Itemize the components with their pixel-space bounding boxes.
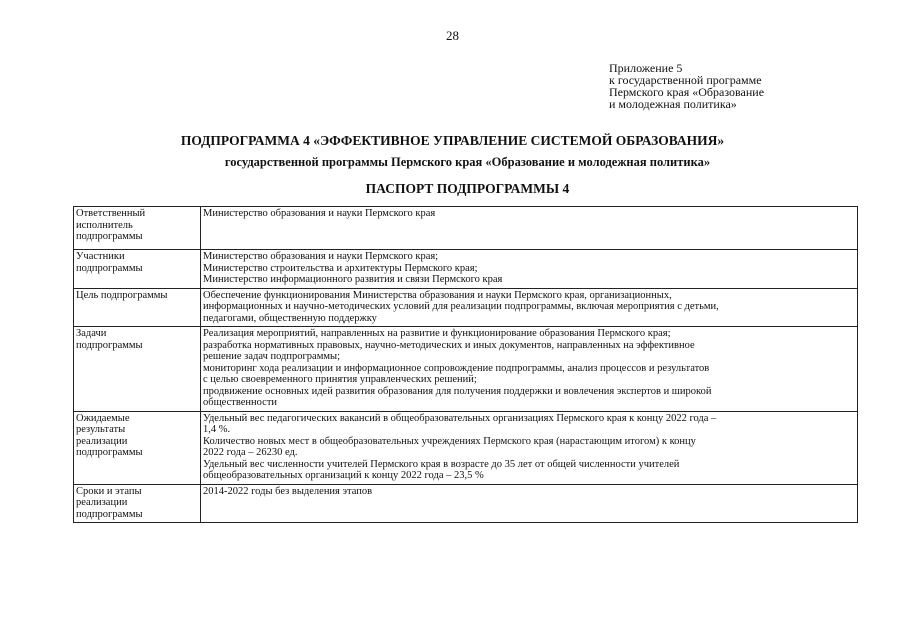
row-label: [74, 484, 201, 523]
row-value: [201, 288, 858, 327]
label-line: подпрограммы: [76, 447, 143, 458]
label-line: подпрограммы: [76, 508, 143, 520]
program-subtitle: государственной программы Пермского края «Образование и молодежная политика»: [224, 155, 711, 169]
value-line: Реализация мероприятий, направленных на развитие и функционирование образования Пермского края;: [203, 328, 671, 339]
label-line: реализации: [76, 497, 128, 508]
value-line: Министерство образования и науки Пермского края;: [203, 251, 439, 262]
table-row: [74, 250, 858, 289]
table-row: [74, 484, 858, 523]
value-line: Министерство строительства и архитектуры Пермского края;: [203, 262, 478, 274]
passport-heading: ПАСПОРТ ПОДПРОГРАММЫ 4: [365, 181, 570, 196]
value-line: решение задач подпрограммы;: [203, 351, 340, 362]
row-value: [201, 327, 858, 412]
value-line: общеобразовательных организаций к концу 2022 года – 23,5 %: [203, 470, 484, 481]
appendix-line: Приложение 5: [609, 61, 683, 75]
value-line: информационных и научно-методических условий для реализации подпрограммы, включая мероприятия с детьми,: [203, 301, 719, 312]
label-line: Ожидаемые: [76, 412, 130, 424]
value-line: 2022 года – 26230 ед.: [203, 447, 298, 458]
row-value: [201, 411, 858, 484]
row-label: [74, 207, 201, 250]
value-line: Обеспечение функционирования Министерства образования и науки Пермского края, организационных,: [203, 289, 672, 301]
table-row: [74, 327, 858, 412]
value-line: 2014-2022 годы без выделения этапов: [203, 485, 373, 497]
value-line: Удельный вес педагогических вакансий в общеобразовательных организациях Пермского края к концу 2022 года –: [203, 412, 717, 424]
row-label: [74, 288, 201, 327]
value-line: продвижение основных идей развития образования для получения поддержки и вовлечения экспертов и широкой: [203, 385, 712, 397]
label-line: Ответственный: [76, 208, 146, 219]
label-line: результаты: [76, 424, 126, 435]
value-line: педагогами, общественную поддержку: [203, 312, 377, 324]
value-line: Министерство информационного развития и связи Пермского края: [203, 274, 503, 285]
row-value: [201, 207, 858, 250]
value-line: мониторинг хода реализации и информационное сопровождение подпрограммы, анализ процессов и результатов: [203, 362, 710, 374]
page-number: 28: [446, 28, 459, 43]
label-line: подпрограммы: [76, 339, 143, 351]
row-label: [74, 327, 201, 412]
value-line: 1,4 %.: [203, 424, 231, 435]
appendix-note: [609, 62, 764, 110]
row-label: [74, 411, 201, 484]
appendix-line: к государственной программе: [609, 73, 762, 87]
label-line: Сроки и этапы: [76, 485, 142, 497]
table-row: [74, 207, 858, 250]
table-row: [74, 411, 858, 484]
label-line: Участники: [76, 251, 125, 262]
label-line: реализации: [76, 435, 128, 447]
value-line: с целью своевременного принятия управленческих решений;: [203, 374, 477, 385]
value-line: общественности: [203, 397, 278, 408]
appendix-line: и молодежная политика»: [609, 97, 737, 111]
appendix-line: Пермского края «Образование: [609, 85, 765, 99]
row-value: [201, 484, 858, 523]
label-line: подпрограммы: [76, 262, 143, 274]
label-line: Задачи: [76, 328, 107, 339]
value-line: Министерство образования и науки Пермского края: [203, 208, 436, 219]
value-line: разработка нормативных правовых, научно-методических и иных документов, направленных на эффективное: [203, 339, 695, 351]
row-value: [201, 250, 858, 289]
label-line: исполнитель: [76, 219, 133, 231]
subprogram-title: ПОДПРОГРАММА 4 «ЭФФЕКТИВНОЕ УПРАВЛЕНИЕ СИСТЕМОЙ ОБРАЗОВАНИЯ»: [180, 133, 725, 148]
label-line: подпрограммы: [76, 231, 143, 242]
label-line: Цель подпрограммы: [76, 289, 168, 301]
row-label: [74, 250, 201, 289]
passport-table: [73, 206, 858, 523]
value-line: Удельный вес численности учителей Пермского края в возрасте до 35 лет от общей численности учителей: [203, 458, 680, 470]
table-row: [74, 288, 858, 327]
value-line: Количество новых мест в общеобразовательных учреждениях Пермского края (нарастающим итогом) к концу: [203, 435, 696, 447]
